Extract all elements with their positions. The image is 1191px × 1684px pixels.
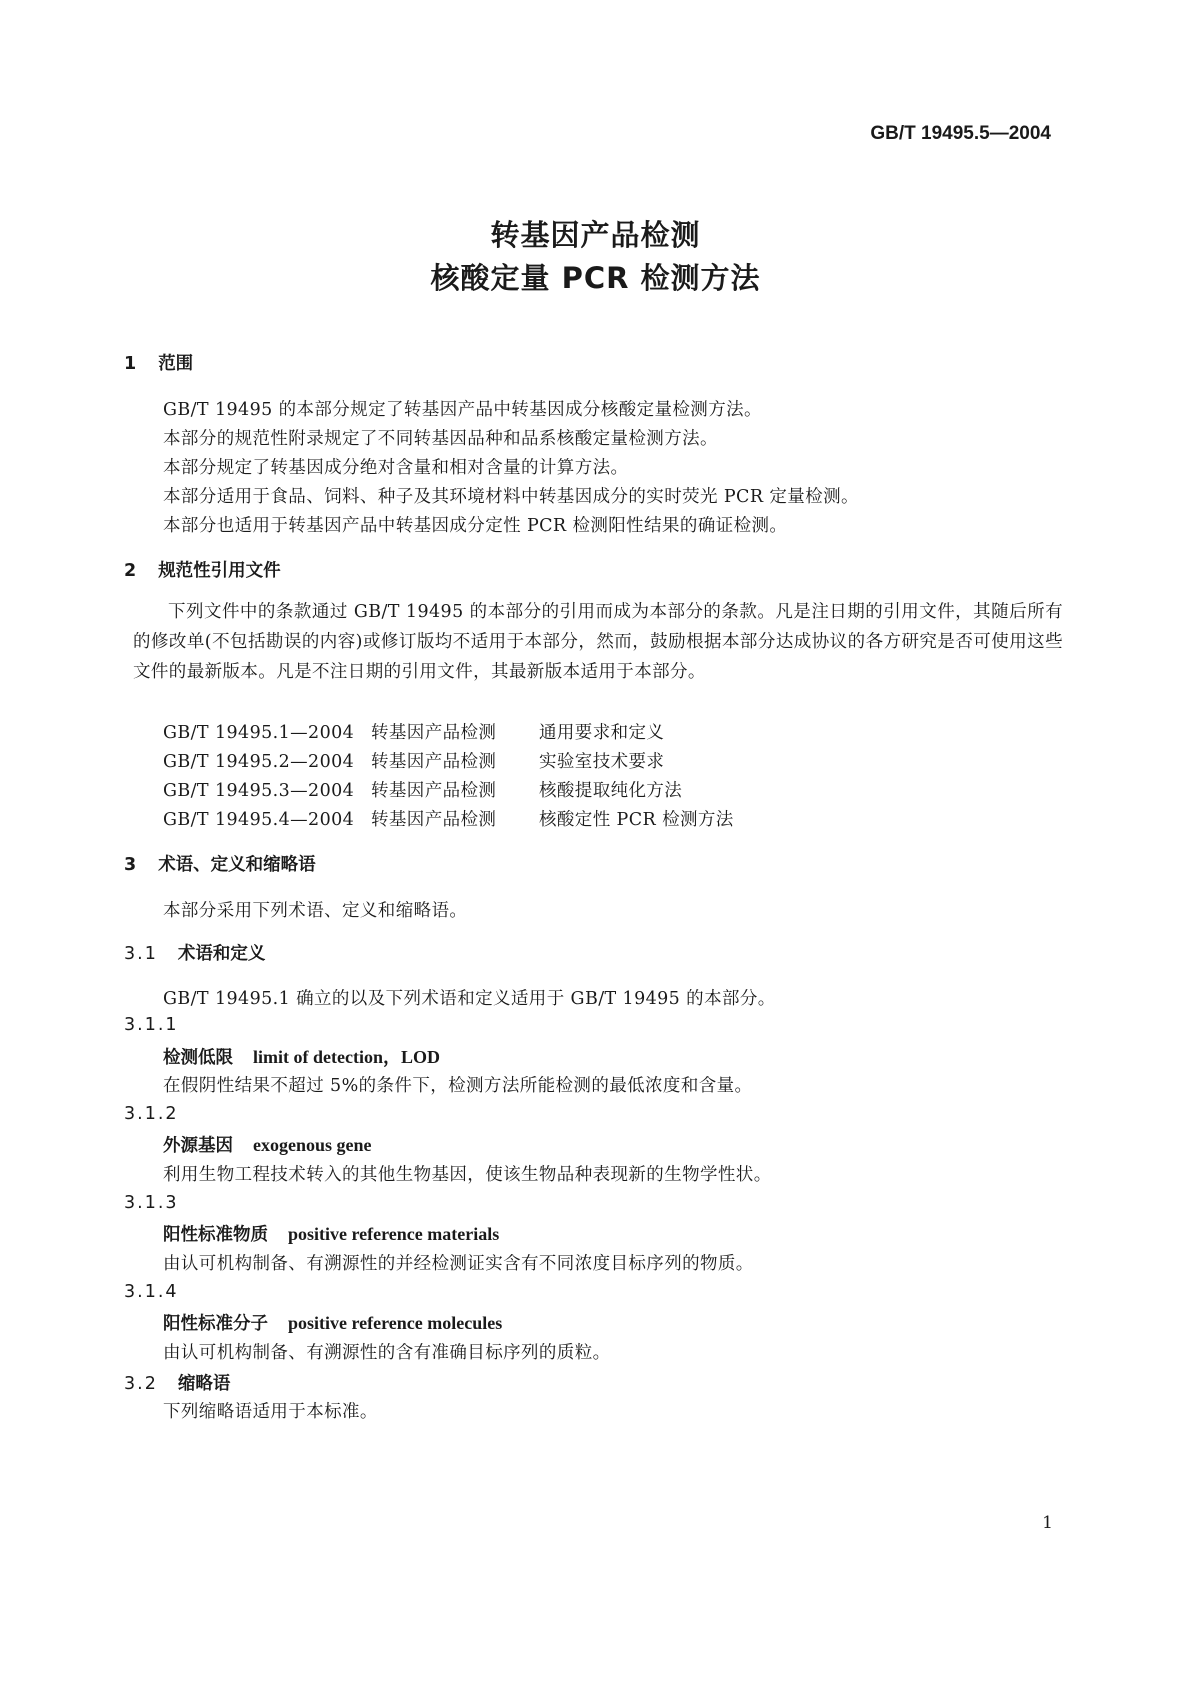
term-definition: 由认可机构制备、有溯源性的含有准确目标序列的质粒。 [163,1343,611,1363]
reference-title-a: 转基因产品检测 [371,810,497,830]
paragraph: 本部分采用下列术语、定义和缩略语。 [163,901,468,921]
reference-title-b: 通用要求和定义 [539,723,665,743]
reference-item [163,719,664,744]
section-title: 规范性引用文件 [158,561,281,581]
section-title: 术语、定义和缩略语 [158,855,316,875]
reference-title-a: 转基因产品检测 [371,781,497,801]
reference-title-b: 核酸提取纯化方法 [539,781,683,801]
term-number: 3.1.4 [124,1282,179,1302]
standard-code: GB/T 19495.5—2004 [870,123,1051,144]
term-number: 3.1.1 [124,1015,179,1035]
reference-title-b: 核酸定性 PCR 检测方法 [539,810,734,830]
section-3-heading [124,851,316,876]
reference-code: GB/T 19495.3—2004 [163,781,355,801]
term-english: exogenous gene [253,1135,372,1155]
term-definition: 在假阴性结果不超过 5%的条件下，检测方法所能检测的最低浓度和含量。 [163,1076,753,1096]
term-number: 3.1.2 [124,1104,179,1124]
reference-code: GB/T 19495.2—2004 [163,752,355,772]
term-definition: 由认可机构制备、有溯源性的并经检测证实含有不同浓度目标序列的物质。 [163,1254,754,1274]
reference-code: GB/T 19495.1—2004 [163,723,355,743]
section-2-heading [124,557,281,582]
term-heading [163,1132,372,1157]
reference-title-b: 实验室技术要求 [539,752,665,772]
section-number: 1 [124,354,137,374]
term-heading [163,1310,502,1335]
term-heading [163,1043,440,1069]
paragraph: GB/T 19495.1 确立的以及下列术语和定义适用于 GB/T 19495 的本部分。 [163,989,776,1009]
normative-references-paragraph: 下列文件中的条款通过 GB/T 19495 的本部分的引用而成为本部分的条款。凡是注日期的引用文件，其随后所有的修改单(不包括勘误的内容)或修订版均不适用于本部分，然而，鼓励根据本部分达成协议的各方研究是否可使用这些文件的最新版本。凡是不注日期的引用文件，其最新版本适用于本部分。 [133,602,1063,682]
paragraph: 本部分规定了转基因成分绝对含量和相对含量的计算方法。 [163,458,629,478]
section-title: 缩略语 [177,1374,231,1394]
term-chinese: 阳性标准分子 [163,1314,268,1334]
document-title-line2: 核酸定量 PCR 检测方法 [430,261,761,295]
reference-item [163,748,664,773]
section-number: 2 [124,561,137,581]
paragraph: 下列缩略语适用于本标准。 [163,1402,378,1422]
term-heading [163,1221,499,1246]
reference-title-a: 转基因产品检测 [371,752,497,772]
reference-code: GB/T 19495.4—2004 [163,810,355,830]
section-3-2-heading [124,1370,230,1395]
document-title-line1: 转基因产品检测 [490,218,701,252]
term-chinese: 检测低限 [163,1048,233,1068]
paragraph: 本部分也适用于转基因产品中转基因成分定性 PCR 检测阳性结果的确证检测。 [163,516,788,536]
term-english: positive reference materials [288,1224,500,1244]
section-3-1-heading [124,940,265,965]
term-definition: 利用生物工程技术转入的其他生物基因，使该生物品种表现新的生物学性状。 [163,1165,772,1185]
term-chinese: 阳性标准物质 [163,1225,268,1245]
page-number: 1 [1042,1513,1053,1533]
paragraph: GB/T 19495 的本部分规定了转基因产品中转基因成分核酸定量检测方法。 [163,400,762,420]
term-english: limit of detection，LOD [253,1047,440,1067]
term-chinese: 外源基因 [163,1136,233,1156]
section-title: 术语和定义 [177,944,266,964]
term-english: positive reference molecules [288,1313,503,1333]
section-1-heading [124,350,193,375]
section-number: 3.1 [124,944,158,964]
term-number: 3.1.3 [124,1193,179,1213]
paragraph: 本部分适用于食品、饲料、种子及其环境材料中转基因成分的实时荧光 PCR 定量检测。 [163,487,859,507]
section-number: 3 [124,855,137,875]
reference-title-a: 转基因产品检测 [371,723,497,743]
paragraph: 本部分的规范性附录规定了不同转基因品种和品系核酸定量检测方法。 [163,429,718,449]
reference-item [163,777,682,802]
section-title: 范围 [158,354,194,374]
reference-item [163,806,734,831]
section-number: 3.2 [124,1374,158,1394]
